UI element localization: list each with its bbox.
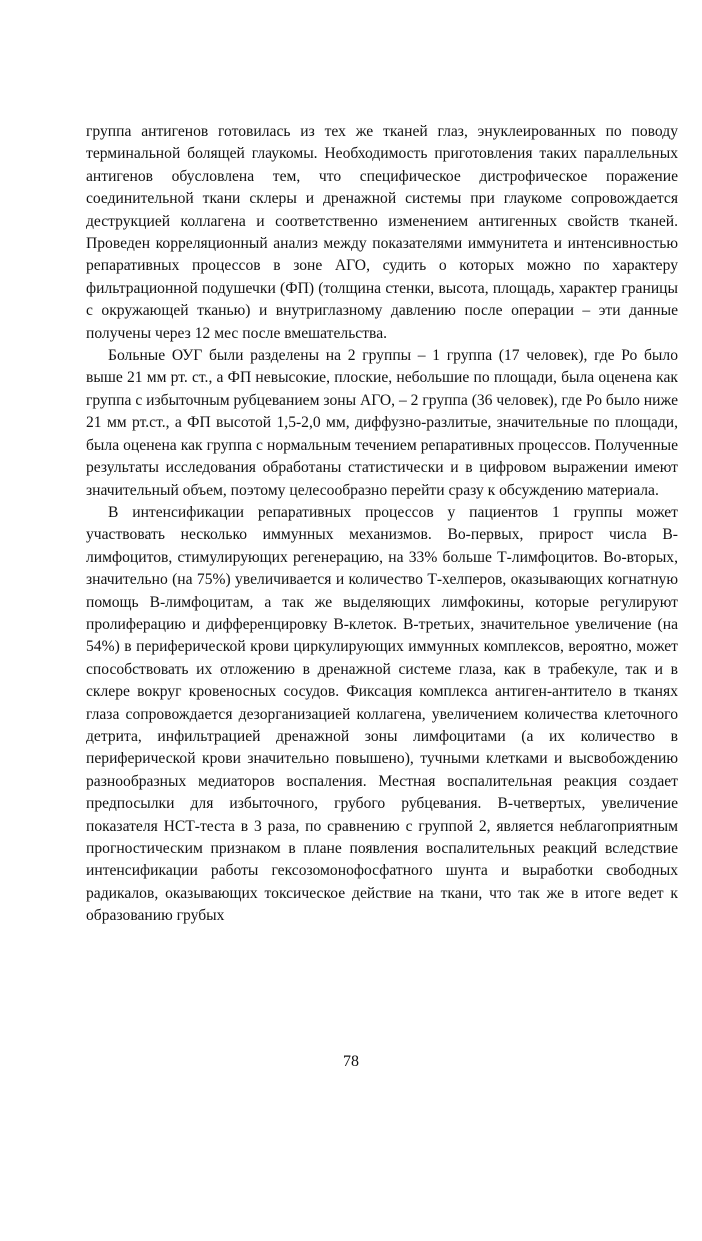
paragraph-3: В интенсификации репаративных процессов у пациентов 1 группы может участвовать несколько иммунных механизмов. Во-первых, прирост числа В-лимфоцитов, стимулирующих регенерацию, на 33% больше Т-лимфоцитов. Во-вторых, значительно (на 75%) увеличивается и количество Т-хелперов, оказывающих когнатную помощь В-лимфоцитам, а так же выделяющих лимфокины, которые регулируют пролиферацию и дифференцировку В-клеток. В-третьих, значительное увеличение (на 54%) в периферической крови циркулирующих иммунных комплексов, вероятно, может способствовать их отложению в дренажной системе глаза, как в трабекуле, так и в склере вокруг кровеносных сосудов. Фиксация комплекса антиген-антитело в тканях глаза сопровождается дезорганизацией коллагена, увеличением количества клеточного детрита, инфильтрацией дренажной зоны лимфоцитами (а их количество в периферической крови значительно повышено), тучными клетками и высвобождению разнообразных медиаторов воспаления. Местная воспалительная реакция создает предпосылки для избыточного, грубого рубцевания. В-четвертых, увеличение показателя НСТ-теста в 3 раза, по сравнению с группой 2, является неблагоприятным прогностическим признаком в плане появления воспалительных реакций вследствие интенсификации работы гексозомонофосфатного шунта и выработки свободных радикалов, оказывающих токсическое действие на ткани, что так же в итоге ведет к образованию грубых xyxy=(86,503,678,925)
paragraph-2: Больные ОУГ были разделены на 2 группы – 1 группа (17 человек), где Ро было выше 21 мм рт. ст., а ФП невысокие, плоские, небольшие по площади, была оценена как группа с избыточным рубцеванием зоны АГО, – 2 группа (36 человек), где Ро было ниже 21 мм рт.ст., а ФП высотой 1,5-2,0 мм, диффузно-разлитые, значительные по площади, была оценена как группа с нормальным течением репаративных процессов. Полученные результаты исследования обработаны статистически и в цифровом выражении имеют значительный объем, поэтому целесообразно перейти сразу к обсуждению материала. xyxy=(86,347,678,499)
paragraph-1: группа антигенов готовилась из тех же тканей глаз, энуклеированных по поводу терминальной болящей глаукомы. Необходимость приготовления таких параллельных антигенов обусловлена тем, что специфическое дистрофическое поражение соединительной ткани склеры и дренажной системы при глаукоме сопровождается деструкцией коллагена и соответственно изменением антигенных свойств тканей. Проведен корреляционный анализ между показателями иммунитета и интенсивностью репаративных процессов в зоне АГО, судить о которых можно по характеру фильтрационной подушечки (ФП) (толщина стенки, высота, площадь, характер границы с окружающей тканью) и внутриглазному давлению после операции – эти данные получены через 12 мес после вмешательства. xyxy=(86,123,678,342)
body-text xyxy=(86,121,678,928)
page-number: 78 xyxy=(343,1053,359,1070)
